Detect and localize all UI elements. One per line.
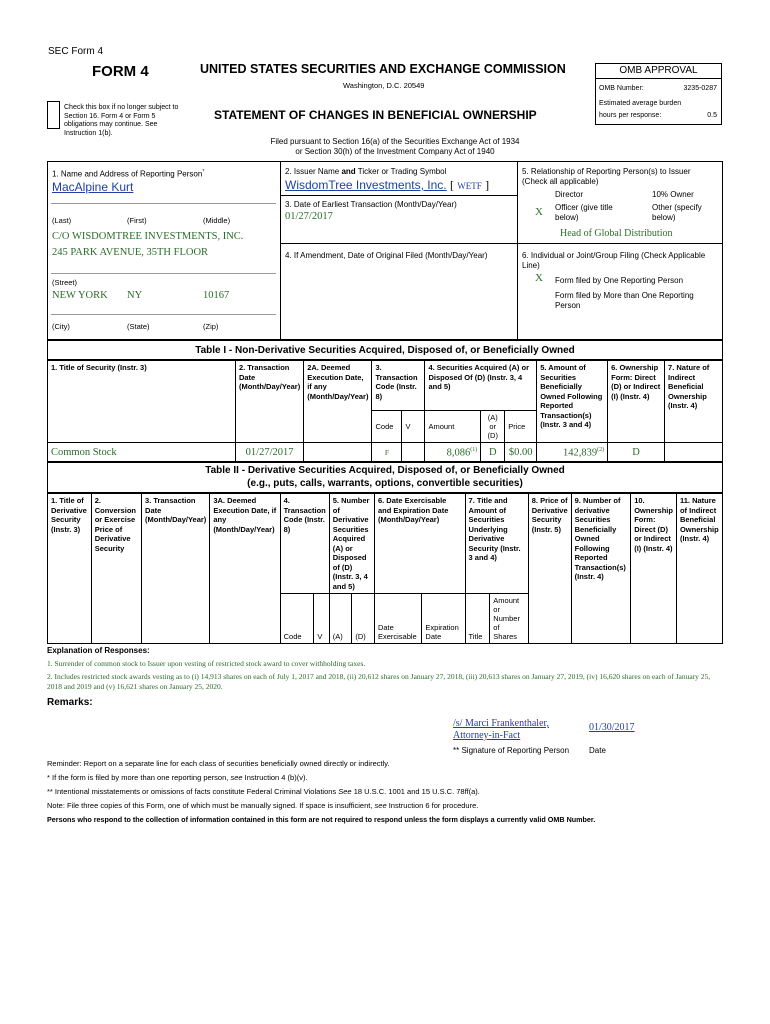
t2-h11: 11. Nature of Indirect Beneficial Ownership (Instr. 4) [676,494,722,644]
t1-h1: 1. Title of Security (Instr. 3) [48,361,236,443]
t2-h7: 7. Title and Amount of Securities Underlying Derivative Security (Instr. 3 and 4) [465,494,528,594]
t1-h6: 6. Ownership Form: Direct (D) or Indirect (I) (Instr. 4) [608,361,665,443]
explanation-note-2: 2. Includes restricted stock awards vesting as to (i) 14,913 shares on each of July 1, 2017 and 2018, (ii) 20,612 shares on January 27, 2018, (iii) 20,613 shares on January 27, 2019, (iv) 16,620 shares on each of January 25, 2018 and 2019 and (v) 16,621 shares on January 25, 2020. [47,672,711,691]
box3-label: 3. Date of Earliest Transaction (Month/Day/Year) [285,200,457,209]
ten-pct-label: 10% Owner [652,190,694,199]
box4-label: 4. If Amendment, Date of Original Filed (Month/Day/Year) [285,251,488,260]
omb-burden-label: Estimated average burden [599,100,682,107]
t1-sub-ad: (A) or (D) [481,411,505,443]
checkbox-note: Check this box if no longer subject to Section 16. Form 4 or Form 5 obligations may continue. See Instruction 1(b). [64,104,179,138]
t2-sub-d: (D) [352,594,375,644]
table-row [48,443,723,463]
t2-h3: 3. Transaction Date (Month/Day/Year) [142,494,210,644]
reminder-note: Reminder: Report on a separate line for each class of securities beneficially owned directly or indirectly. [47,759,390,768]
t1-sub-code: Code [372,411,402,443]
footnote-2: ** Intentional misstatements or omissions of facts constitute Federal Criminal Violations See 18 U.S.C. 1001 and 15 U.S.C. 78ff(a). [47,787,480,796]
t1-row-code: F [372,443,402,463]
issuer-name[interactable]: WisdomTree Investments, Inc. [285,178,447,192]
address-line-2: 245 PARK AVENUE, 35TH FLOOR [52,247,209,258]
middle-label: (Middle) [203,216,231,225]
table2-title-1: Table II - Derivative Securities Acquired, Disposed of, or Beneficially Owned [205,465,565,476]
t2-h6: 6. Date Exercisable and Expiration Date (Month/Day/Year) [374,494,465,594]
first-label: (First) [127,216,147,225]
t1-sub-amount: Amount [425,411,481,443]
t1-row-nature [665,443,723,463]
footnote-4: Persons who respond to the collection of information contained in this form are not required to respond unless the form displays a currently valid OMB Number. [47,815,596,824]
t1-row-title: Common Stock [48,443,236,463]
no-longer-subject-checkbox[interactable] [47,101,60,129]
signature-label: ** Signature of Reporting Person [453,746,570,755]
signature-line-1: /s/ Marci Frankenthaler, [453,718,549,729]
more-person-label: Form filed by More than One Reporting Person [555,291,694,310]
omb-approval-box [595,63,722,125]
t1-row-price: $0.00 [505,443,537,463]
officer-mark[interactable]: X [535,206,543,218]
box6-label: 6. Individual or Joint/Group Filing (Check Applicable Line) [522,251,706,270]
issuer-line: WisdomTree Investments, Inc. [ WETF ] [285,178,490,192]
signature-line-2: Attorney-in-Fact [453,730,521,741]
city-value: NEW YORK [52,290,108,301]
t2-h1: 1. Title of Derivative Security (Instr. 3) [48,494,92,644]
last-label: (Last) [52,216,72,225]
t1-sub-price: Price [505,411,537,443]
footnote-1: * If the form is filed by more than one reporting person, see Instruction 4 (b)(v). [47,773,308,782]
zip-value: 10167 [203,290,230,301]
zip-label: (Zip) [203,322,219,331]
table1-title-box [47,340,723,360]
table2-title-box [47,461,723,493]
box5-label: 5. Relationship of Reporting Person(s) to Issuer (Check all applicable) [522,167,691,186]
t1-row-v [402,443,425,463]
table1-grid [47,360,723,463]
t1-row-form: D [608,443,665,463]
director-label: Director [555,190,584,199]
commission-title: UNITED STATES SECURITIES AND EXCHANGE COMMISSION [200,62,566,76]
t1-h5: 5. Amount of Securities Beneficially Owned Following Reported Transaction(s) (Instr. 3 and 4) [537,361,608,443]
officer-label: Officer (give title below) [555,203,613,222]
address-line-1: C/O WISDOMTREE INVESTMENTS, INC. [52,231,244,242]
earliest-transaction-date: 01/27/2017 [285,211,333,222]
t1-row-deemed [304,443,372,463]
filed-line-2: or Section 30(h) of the Investment Company Act of 1940 [295,147,495,156]
t2-h3a: 3A. Deemed Execution Date, if any (Month/Day/Year) [210,494,280,644]
filed-line-1: Filed pursuant to Section 16(a) of the Securities Exchange Act of 1934 [270,137,520,146]
ticker-symbol: WETF [457,181,482,191]
date-label: Date [589,746,606,755]
t1-h2: 2. Transaction Date (Month/Day/Year) [235,361,303,443]
reporting-person-name[interactable]: MacAlpine Kurt [52,180,134,194]
t2-h9: 9. Number of derivative Securities Beneficially Owned Following Reported Transaction(s) (Instr. 4) [571,494,631,644]
one-person-label: Form filed by One Reporting Person [555,276,684,285]
box2-label: 2. Issuer Name and Ticker or Trading Symbol [285,167,447,176]
location: Washington, D.C. 20549 [343,81,425,90]
t2-sub-exercisable: Date Exercisable [374,594,421,644]
t1-row-owned: 142,839$^{(2)}$ [537,443,608,463]
street-label: (Street) [52,278,78,287]
table2-grid [47,493,723,644]
box1-label: 1. Name and Address of Reporting Person* [52,169,205,179]
signature-date: 01/30/2017 [589,722,635,733]
t1-row-amount: 8,086$^{(1)}$ [425,443,481,463]
t2-h8: 8. Price of Derivative Security (Instr. 5) [528,494,571,644]
state-label: (State) [127,322,150,331]
t2-sub-v: V [314,594,329,644]
omb-hours-label: hours per response: [599,112,662,119]
omb-number-value: 3235-0287 [683,85,717,92]
t2-sub-expiration: Expiration Date [422,594,465,644]
t2-sub-title: Title [465,594,490,644]
t1-row-ad: D [481,443,505,463]
t1-sub-v: V [402,411,425,443]
t2-h10: 10. Ownership Form: Direct (D) or Indirect (I) (Instr. 4) [631,494,677,644]
t2-sub-amount: Amount or Number of Shares [490,594,528,644]
t2-h2: 2. Conversion or Exercise Price of Derivative Security [91,494,141,644]
form-title: FORM 4 [92,63,149,80]
officer-title: Head of Global Distribution [560,228,673,239]
omb-hours-value: 0.5 [707,112,717,119]
t1-h7: 7. Nature of Indirect Beneficial Ownership (Instr. 4) [665,361,723,443]
explanation-note-1: 1. Surrender of common stock to Issuer upon vesting of restricted stock award to cover withholding taxes. [47,659,366,668]
explanation-heading: Explanation of Responses: [47,646,150,655]
omb-title: OMB APPROVAL [596,64,721,79]
omb-number-label: OMB Number: [599,85,644,92]
one-person-mark[interactable]: X [535,272,543,284]
table2-title-2: (e.g., puts, calls, warrants, options, convertible securities) [247,478,523,489]
city-label: (City) [52,322,70,331]
t2-sub-code: Code [280,594,314,644]
table1-title: Table I - Non-Derivative Securities Acquired, Disposed of, or Beneficially Owned [195,345,575,356]
t1-h3: 3. Transaction Code (Instr. 8) [372,361,425,411]
footnote-3: Note: File three copies of this Form, one of which must be manually signed. If space is insufficient, see Instruction 6 for procedure. [47,801,479,810]
remarks-heading: Remarks: [47,697,93,708]
statement-title: STATEMENT OF CHANGES IN BENEFICIAL OWNERSHIP [214,108,537,122]
other-label: Other (specify below) [652,203,702,222]
state-value: NY [127,290,143,301]
t2-sub-a: (A) [329,594,352,644]
t1-h2a: 2A. Deemed Execution Date, if any (Month/Day/Year) [304,361,372,443]
t2-h5: 5. Number of Derivative Securities Acquired (A) or Disposed of (D) (Instr. 3, 4 and 5) [329,494,374,594]
t1-row-date: 01/27/2017 [235,443,303,463]
page-label: SEC Form 4 [48,46,104,57]
t1-h4: 4. Securities Acquired (A) or Disposed Of (D) (Instr. 3, 4 and 5) [425,361,537,411]
t2-h4: 4. Transaction Code (Instr. 8) [280,494,329,594]
